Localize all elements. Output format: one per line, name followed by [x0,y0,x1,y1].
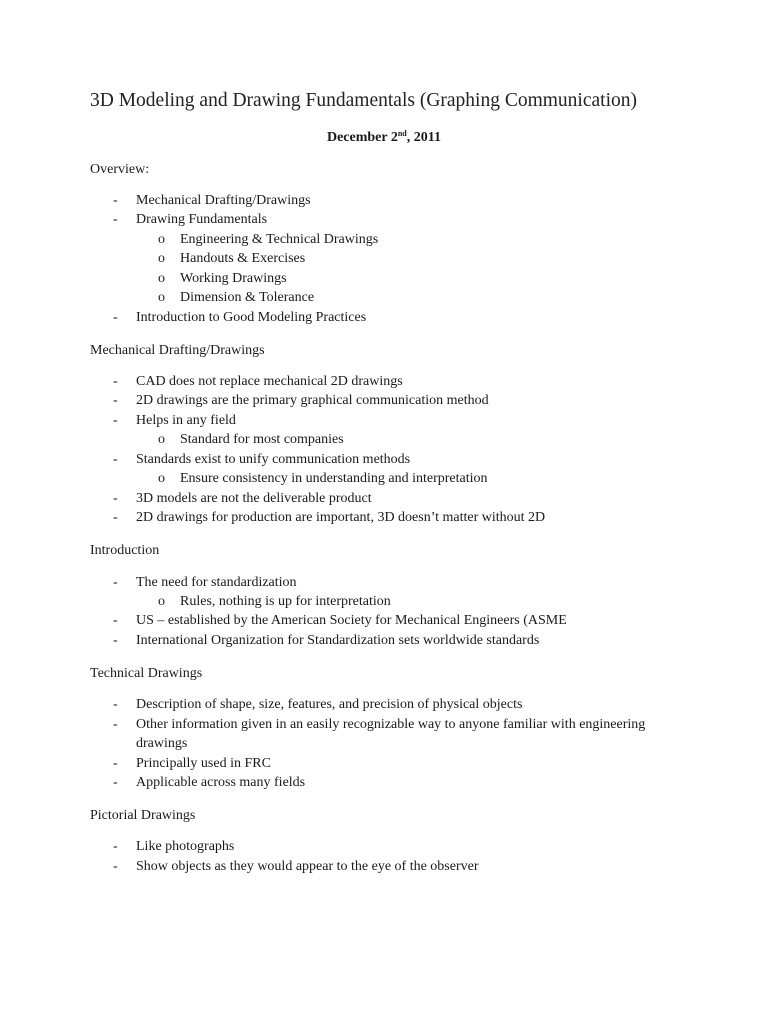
dash-bullet: - [113,756,118,771]
document-title: 3D Modeling and Drawing Fundamentals (Graphing Communication) [90,90,637,111]
dash-bullet: - [113,633,118,648]
o-bullet: o [158,271,165,286]
dash-bullet: - [113,859,118,874]
list-item-continuation: drawings [136,736,188,751]
section-heading-pictorial-drawings: Pictorial Drawings [90,808,196,823]
dash-bullet: - [113,491,118,506]
dash-bullet: - [113,413,118,428]
dash-bullet: - [113,310,118,325]
dash-bullet: - [113,697,118,712]
dash-bullet: - [113,717,118,732]
dash-bullet: - [113,575,118,590]
dash-bullet: - [113,775,118,790]
o-bullet: o [158,290,165,305]
dash-bullet: - [113,212,118,227]
dash-bullet: - [113,193,118,208]
section-heading-mechanical-drafting: Mechanical Drafting/Drawings [90,343,265,358]
date-year: , 2011 [406,130,441,145]
dash-bullet: - [113,510,118,525]
dash-bullet: - [113,374,118,389]
section-heading-introduction: Introduction [90,543,160,558]
section-heading-overview: Overview: [90,162,150,177]
date-main: December 2 [326,130,398,145]
document-date [0,128,768,148]
date-superscript: nd [397,129,407,138]
dash-bullet: - [113,393,118,408]
dash-bullet: - [113,452,118,467]
o-bullet: o [158,471,165,486]
o-bullet: o [158,232,165,247]
o-bullet: o [158,594,165,609]
section-heading-technical-drawings: Technical Drawings [90,666,203,681]
dash-bullet: - [113,839,118,854]
document-page: 3D Modeling and Drawing Fundamentals (Graphing Communication) December 2nd, 2011 Overview: - Mechanical Drafting/Drawings - Drawing Fundamentals o Engineering & Technical Drawings o Handouts & Exercises o Working Drawings o Dimension & Tolerance - Introduction to Good Modeling Practices Mechanical Drafting/Drawings - CAD does not replace mechanical 2D drawings - 2D drawings are the primary graphical communication method - Helps in any field o Standard for most companies - Standards exist to unify communication methods o Ensure consistency in understanding and interpretation - 3D models are not the deliverable product - 2D drawings for production are important, 3D doesn’t matter without 2D Introduction - The need for standardization o Rules, nothing is up for interpretation - US – established by the American Society for Mechanical Engineers (ASME - International Organization for Standardization sets worldwide standards Technical Drawings - Description of shape, size, features, and precision of physical objects - Other information given in an easily recognizable way to anyone familiar with engineering drawings - Principally used in FRC - Applicable across many fields Pictorial Drawings - Like photographs - Show objects as they would appear to the eye of the observer [0,0,768,1024]
o-bullet: o [158,432,165,447]
o-bullet: o [158,251,165,266]
dash-bullet: - [113,613,118,628]
